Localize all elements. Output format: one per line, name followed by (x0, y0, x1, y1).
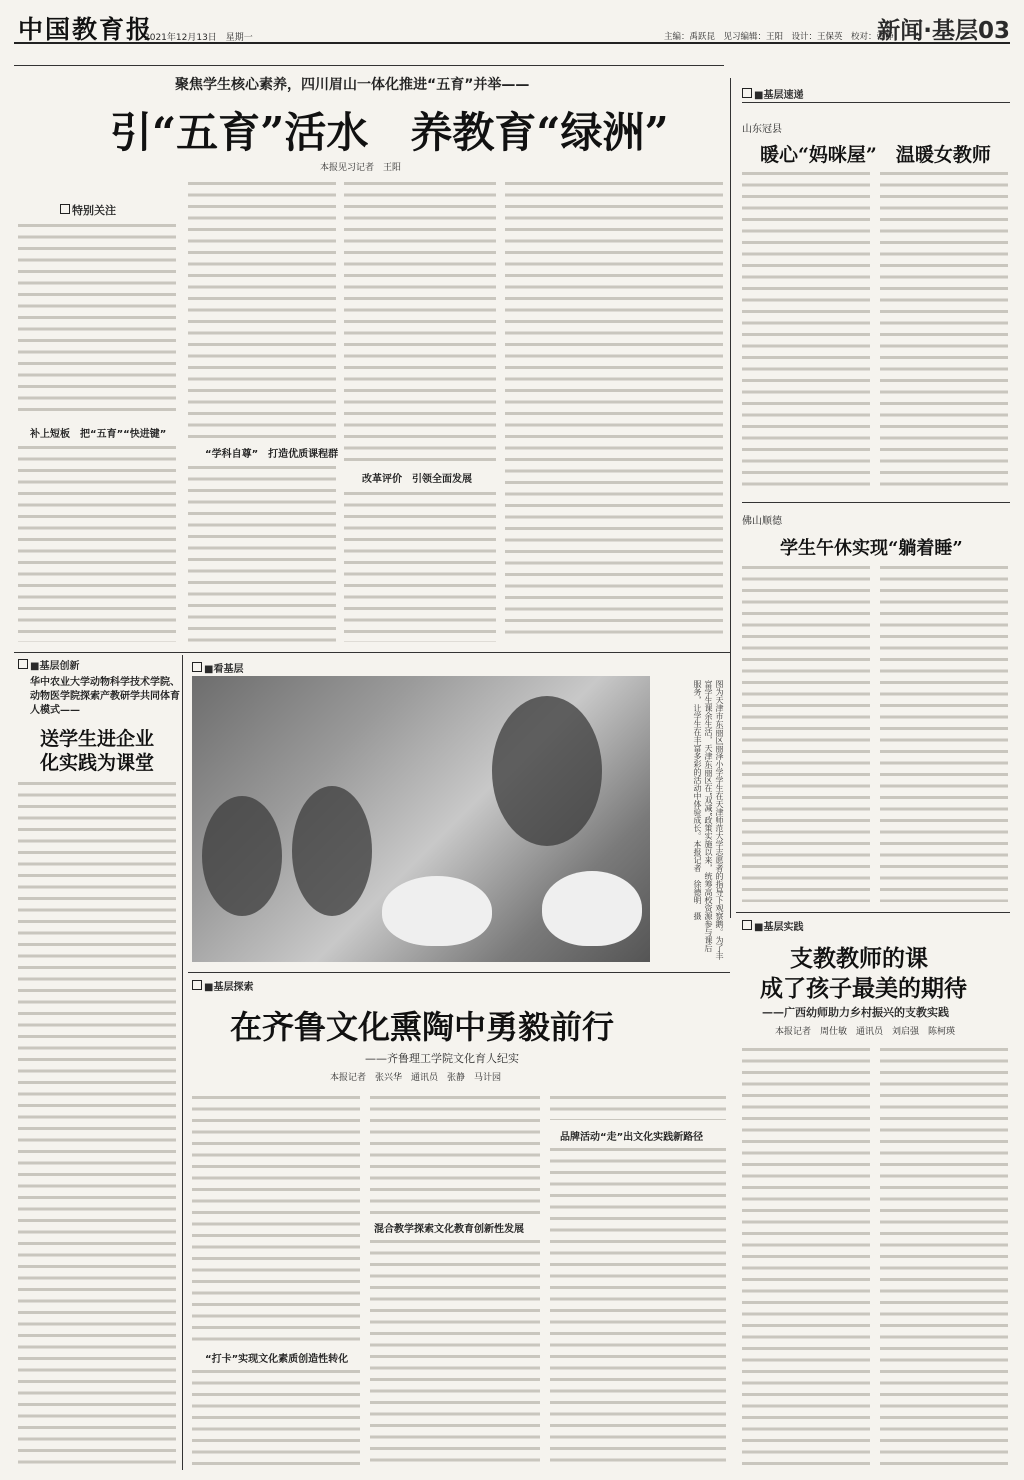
explore-column-3 (550, 1092, 726, 1120)
news-photo (192, 676, 650, 962)
lead-column-2 (188, 178, 336, 440)
item1-column-2 (880, 168, 1008, 488)
item-separator (742, 502, 1010, 503)
lead-subhead-3: 改革评价 引领全面发展 (362, 474, 472, 485)
innovation-label: ■基层创新 (18, 657, 79, 672)
explore-subhead-1: “打卡”实现文化素质创造性转化 (205, 1354, 349, 1365)
photo-label: ■看基层 (192, 660, 243, 675)
explore-byline: 本报记者 张兴华 通讯员 张静 马计园 (330, 1073, 502, 1083)
explore-subhead-2: 混合教学探索文化教育创新性发展 (374, 1224, 524, 1235)
item2-location: 佛山顺德 (742, 516, 782, 527)
explore-subtitle: ——齐鲁理工学院文化育人纪实 (365, 1052, 519, 1065)
goose-figure (382, 876, 492, 946)
issue-date: 2021年12月13日 星期一 (144, 33, 253, 43)
lead-tag: 特别关注 (60, 202, 116, 218)
practice-title-1: 支教教师的课 (790, 945, 928, 972)
editor-credits: 主编：禹跃昆 见习编辑：王阳 设计：王保英 校对：张静 (664, 32, 894, 42)
practice-byline: 本报记者 周仕敏 通讯员 刘启强 陈柯瑛 (775, 1027, 956, 1037)
lead-column-4 (505, 178, 723, 642)
lead-column-1 (18, 220, 176, 418)
innovation-kicker: 华中农业大学动物科学技术学院、动物医学院探索产教研学共同体育人模式—— (30, 677, 180, 716)
explore-column-2 (370, 1092, 540, 1214)
lead-byline: 本报见习记者 王阳 (320, 163, 402, 173)
innovation-title-1: 送学生进企业 (40, 728, 155, 750)
practice-title-2: 成了孩子最美的期待 (760, 975, 967, 1002)
student-figure (292, 786, 372, 916)
innovation-title-2: 化实践为课堂 (40, 752, 155, 774)
item2-column-2 (880, 562, 1008, 902)
masthead (14, 10, 1010, 44)
lead-column-3 (344, 178, 496, 464)
photo-caption: 图为天津市东丽区丽泽小学学生在天津师范大学志愿者的指导下观察鹅。为了丰富学生课余生活，天津东丽区在“双减”政策实施以来，统筹高校资源参与课后服务，让学生在丰富多彩的活动中体验成长。本报记者 徐德明 摄 (693, 680, 724, 960)
explore-subhead-3: 品牌活动“走”出文化实践新路径 (560, 1132, 704, 1143)
goose-figure (542, 871, 642, 946)
lead-top-rule (14, 65, 724, 66)
basic-news-rule (742, 102, 1010, 103)
vertical-divider-right (730, 78, 731, 918)
item2-title: 学生午休实现“躺着睡” (780, 538, 963, 559)
explore-column-3b (550, 1144, 726, 1468)
lead-subhead-1: 补上短板 把“五育”“快进键” (30, 429, 167, 440)
explore-column-1 (192, 1092, 360, 1344)
innovation-column (18, 778, 176, 1468)
mid-rule (14, 652, 730, 653)
practice-rule (736, 912, 1010, 913)
item1-location: 山东冠县 (742, 124, 782, 135)
explore-title: 在齐鲁文化熏陶中勇毅前行 (230, 1008, 615, 1046)
newspaper-logo: 中国教育报 (18, 15, 154, 44)
practice-subtitle: ——广西幼师助力乡村振兴的支教实践 (762, 1006, 949, 1019)
item1-column-1 (742, 168, 870, 488)
practice-column-2 (880, 1044, 1008, 1468)
vertical-divider-left (182, 655, 183, 1470)
item1-title: 暖心“妈咪屋” 温暖女教师 (760, 144, 991, 166)
volunteer-figure (492, 696, 602, 846)
practice-column-1 (742, 1044, 870, 1468)
explore-column-1b (192, 1366, 360, 1468)
student-figure (202, 796, 282, 916)
lead-column-1b (18, 442, 176, 642)
section-title: 新闻·基层03 (877, 18, 1010, 44)
practice-label: ■基层实践 (742, 918, 803, 933)
explore-rule (188, 972, 730, 973)
explore-column-2b (370, 1236, 540, 1468)
lead-subhead-2: “学科自尊” 打造优质课程群 (205, 449, 339, 460)
lead-column-3b (344, 488, 496, 642)
lead-column-2b (188, 462, 336, 642)
explore-label: ■基层探索 (192, 978, 253, 993)
lead-kicker: 聚焦学生核心素养，四川眉山一体化推进“五育”并举—— (175, 77, 530, 93)
lead-headline: 引“五育”活水 养教育“绿洲” (110, 108, 669, 157)
item2-column-1 (742, 562, 870, 902)
basic-news-label: ■基层速递 (742, 86, 803, 101)
